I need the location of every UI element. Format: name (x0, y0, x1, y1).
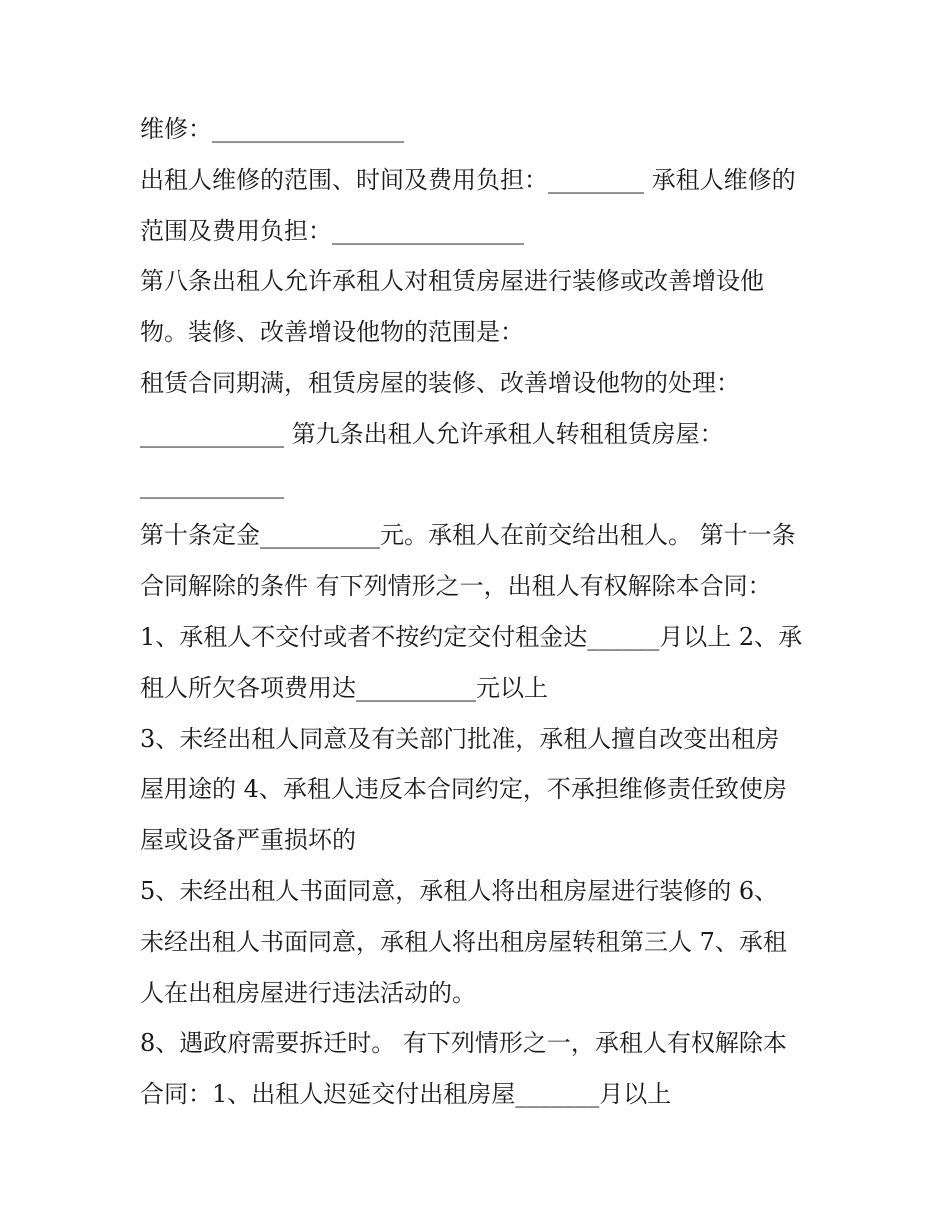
text-line: 出租人维修的范围、时间及费用负担：________ 承租人维修的 (140, 165, 796, 194)
text-line: 5、未经出租人书面同意，承租人将出租房屋进行装修的 6、 (140, 876, 779, 905)
text-line: ____________ (140, 470, 284, 499)
text-line: 人在出租房屋进行违法活动的。 (140, 978, 476, 1007)
text-line: 屋或设备严重损坏的 (140, 826, 356, 855)
text-line: ____________ 第九条出租人允许承租人转租租赁房屋： (140, 419, 724, 448)
text-line: 第十条定金__________元。承租人在前交给出租人。 第十一条 (140, 521, 796, 550)
text-line: 租人所欠各项费用达__________元以上 (140, 673, 548, 702)
text-line: 租赁合同期满，租赁房屋的装修、改善增设他物的处理： (140, 368, 740, 397)
text-line: 范围及费用负担：________________ (140, 216, 524, 245)
text-line: 合同解除的条件 有下列情形之一，出租人有权解除本合同： (140, 572, 772, 601)
text-line: 未经出租人书面同意，承租人将出租房屋转租第三人 7、承租 (140, 927, 787, 956)
text-line: 物。装修、改善增设他物的范围是： (140, 318, 524, 347)
text-line: 屋用途的 4、承租人违反本合同约定，不承担维修责任致使房 (140, 775, 787, 804)
text-line: 3、未经出租人同意及有关部门批准，承租人擅自改变出租房 (140, 724, 780, 753)
text-line: 1、承租人不交付或者不按约定交付租金达______月以上 2、承 (140, 622, 803, 651)
text-line: 8、遇政府需要拆迁时。 有下列情形之一，承租人有权解除本 (140, 1029, 787, 1058)
text-line: 第八条出租人允许承租人对租赁房屋进行装修或改善增设他 (140, 267, 764, 296)
text-line: 维修：________________ (140, 115, 404, 143)
document-body (140, 104, 820, 1120)
text-line: 合同：1、出租人迟延交付出租房屋_______月以上 (140, 1080, 672, 1109)
